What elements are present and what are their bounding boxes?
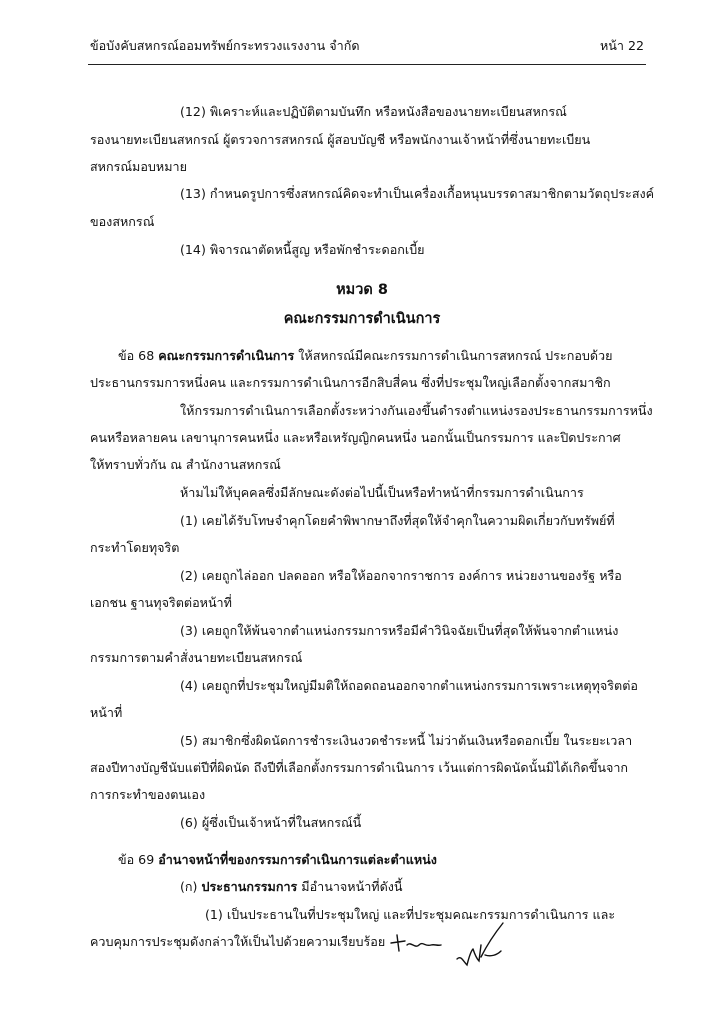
article-68-para3: ห้ามไม่ให้บุคคลซึ่งมีลักษณะดังต่อไปนี้เป็นหรือทำหน้าที่กรรมการดำเนินการ: [180, 485, 584, 500]
article-69-number: ข้อ 69: [118, 852, 155, 867]
article-68-line-2: ประธานกรรมการหนึ่งคน และกรรมการดำเนินการอีกสิบสี่คน ซึ่งที่ประชุมใหญ่เลือกตั้งจากสมาชิก: [90, 375, 611, 390]
handwritten-signatures: [385, 915, 515, 975]
page-indicator: [600, 40, 644, 53]
prohibition-5-line-2: สองปีทางบัญชีนับแต่ปีที่ผิดนัด ถึงปีที่เลือกตั้งกรรมการดำเนินการ เว้นแต่การผิดนัดนั้นมิได้เกิดขึ้นจาก: [90, 760, 629, 775]
prohibition-1-line-1: (1) เคยได้รับโทษจำคุกโดยคำพิพากษาถึงที่สุดให้จำคุกในความผิดเกี่ยวกับทรัพย์ที่: [180, 513, 615, 528]
article-68-text: ให้สหกรณ์มีคณะกรรมการดำเนินการสหกรณ์ ประกอบด้วย: [298, 348, 613, 363]
article-69-sub-a-label: (ก): [180, 879, 198, 894]
article-68-para2-line-2: คนหรือหลายคน เลขานุการคนหนึ่ง และหรือเหรัญญิกคนหนึ่ง นอกนั้นเป็นกรรมการ และปิดประกาศ: [90, 430, 621, 445]
article-68-para2-line-3: ให้ทราบทั่วกัน ณ สำนักงานสหกรณ์: [90, 457, 281, 472]
article-69-sub-a-1-line-1: (1) เป็นประธานในที่ประชุมใหญ่ และที่ประชุมคณะกรรมการดำเนินการ และ: [205, 907, 616, 922]
page-label: หน้า: [600, 38, 624, 53]
article-68-para2-line-1: ให้กรรมการดำเนินการเลือกตั้งระหว่างกันเองขึ้นดำรงตำแหน่งรองประธานกรรมการหนึ่ง: [180, 403, 653, 418]
clause-13-line-2: ของสหกรณ์: [90, 214, 155, 229]
article-69-sub-a-1-line-2: ควบคุมการประชุมดังกล่าวให้เป็นไปด้วยความเรียบร้อย: [90, 934, 386, 949]
clause-12-line-1: (12) พิเคราะห์และปฏิบัติตามบันทึก หรือหนังสือของนายทะเบียนสหกรณ์: [180, 104, 567, 119]
chapter-heading: หมวด 8: [336, 282, 388, 298]
clause-13-line-1: (13) กำหนดรูปการซึ่งสหกรณ์คิดจะทำเป็นเครื่องเกื้อหนุนบรรดาสมาชิกตามวัตถุประสงค์: [180, 186, 655, 201]
clause-14: (14) พิจารณาตัดหนี้สูญ หรือพักชำระดอกเบี้ย: [180, 242, 425, 257]
prohibition-6: (6) ผู้ซึ่งเป็นเจ้าหน้าที่ในสหกรณ์นี้: [180, 815, 362, 830]
article-69-sub-a-title: ประธานกรรมการ: [201, 879, 298, 894]
header-divider: [88, 64, 646, 65]
article-69-line-1: [118, 854, 437, 867]
article-69-sub-a: [180, 881, 403, 894]
prohibition-5-line-3: การกระทำของตนเอง: [90, 787, 206, 802]
clause-12-line-2: รองนายทะเบียนสหกรณ์ ผู้ตรวจการสหกรณ์ ผู้สอบบัญชี หรือพนักงานเจ้าหน้าที่ซึ่งนายทะเบียน: [90, 132, 591, 147]
prohibition-2-line-1: (2) เคยถูกไล่ออก ปลดออก หรือให้ออกจากราชการ องค์การ หน่วยงานของรัฐ หรือ: [180, 568, 622, 583]
prohibition-3-line-1: (3) เคยถูกให้พ้นจากตำแหน่งกรรมการหรือมีคำวินิจฉัยเป็นที่สุดให้พ้นจากตำแหน่ง: [180, 623, 619, 638]
article-68-line-1: [118, 350, 613, 363]
clause-12-line-3: สหกรณ์มอบหมาย: [90, 159, 187, 174]
prohibition-4-line-1: (4) เคยถูกที่ประชุมใหญ่มีมติให้ถอดถอนออกจากตำแหน่งกรรมการเพราะเหตุทุจริตต่อ: [180, 678, 638, 693]
article-69-sub-a-text: มีอำนาจหน้าที่ดังนี้: [301, 879, 403, 894]
article-68-number: ข้อ 68: [118, 348, 155, 363]
prohibition-1-line-2: กระทำโดยทุจริต: [90, 540, 180, 555]
prohibition-4-line-2: หน้าที่: [90, 705, 123, 720]
chapter-title: คณะกรรมการดำเนินการ: [283, 311, 441, 327]
article-69-title: อำนาจหน้าที่ของกรรมการดำเนินการแต่ละตำแหน่ง: [158, 852, 437, 867]
prohibition-5-line-1: (5) สมาชิกซึ่งผิดนัดการชำระเงินงวดชำระหนี้ ไม่ว่าต้นเงินหรือดอกเบี้ย ในระยะเวลา: [180, 733, 633, 748]
page-number: 22: [628, 38, 645, 53]
article-68-title: คณะกรรมการดำเนินการ: [158, 348, 295, 363]
prohibition-3-line-2: กรรมการตามคำสั่งนายทะเบียนสหกรณ์: [90, 650, 303, 665]
document-header-title: ข้อบังคับสหกรณ์ออมทรัพย์กระทรวงแรงงาน จำกัด: [90, 38, 360, 53]
prohibition-2-line-2: เอกชน ฐานทุจริตต่อหน้าที่: [90, 595, 232, 610]
